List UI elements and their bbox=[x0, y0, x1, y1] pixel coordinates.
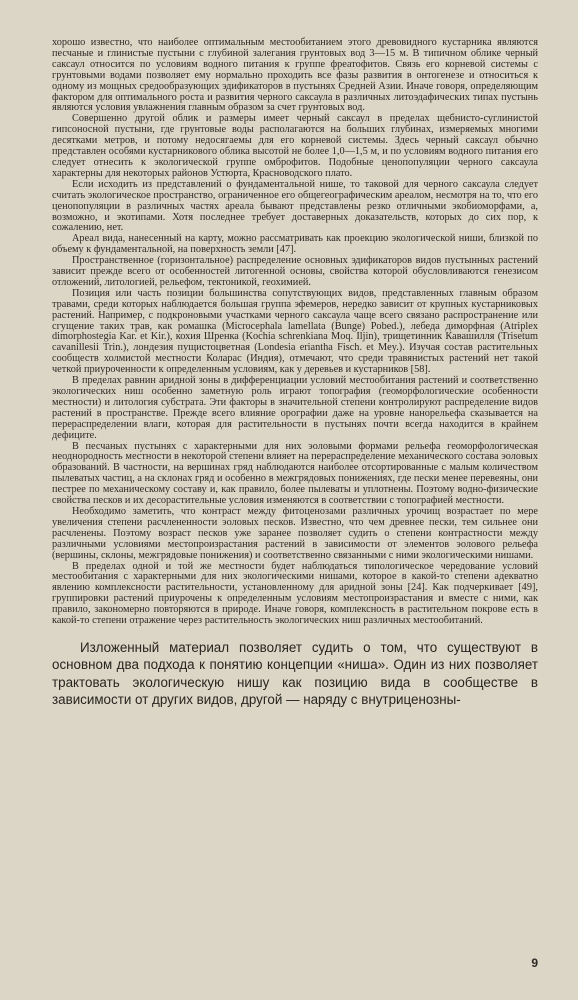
paragraph: Пространственное (горизонтальное) распределение основных эдификаторов видов пустынных растений зависит прежде всего от особенностей литогенной основы, свойства которой обусловливаются генезисом отложений, литологией, рельефом, тектоникой, геохимией. bbox=[52, 255, 538, 288]
paragraph: Если исходить из представлений о фундаментальной нише, то таковой для черного саксаула следует считать экологическое пространство, ограниченное его общегеографическим ареалом, несмотря на то, что его ценопопуляции в различных частях ареала бывают представлены резко отличными экобиоморфами, а, возможно, и экотипами. Хотя последнее требует доставерных доказательств, которых до сих пор, к сожалению, нет. bbox=[52, 178, 538, 234]
paragraph: Необходимо заметить, что контраст между фитоценозами различных урочищ возрастает по мере увеличения степени расчлененности эоловых песков. Известно, что чем древнее пески, тем сильнее они расчленены. Поэтому возраст песков уже заранее позволяет судить о степени контрастности между различными условиями местопроизрастания растений в зависимости от элементов эолового рельефа (вершины, склоны, межгрядовые понижения) и соответственно связанными с ними экологическими нишами. bbox=[52, 505, 538, 561]
paragraph: хорошо известно, что наиболее оптимальным местообитанием этого древовидного кустарника являются песчаные и глинистые пустыни с глубиной залегания грунтовых вод 3—15 м. В типичном облике черный саксаул относится по условиям водного питания к группе фреатофитов. Связь его корневой системы с грунтовыми водами позволяет ему нормально проходить все фазы развития в онтогенезе и относиться к одному из мощных средообразующих эдификаторов в пустынях Средней Азии. Иначе говоря, определяющим фактором для оптимального роста и развития черного саксаула в различных литоэдафических типах пустынь являются условия увлажнения главным образом за счет грунтовых вод. bbox=[52, 37, 538, 114]
conclusion-paragraph: Изложенный материал позволяет судить о том, что существуют в основном два подхода к понятию концепции «ниша». Один из них позволяет трактовать экологическую нишу как позицию вида в сообществе в зависимости от других видов, другой — наряду с внутриценозны- bbox=[52, 639, 538, 708]
paragraph: Ареал вида, нанесенный на карту, можно рассматривать как проекцию экологической ниши, близкой по объему к фундаментальной, на поверхность земли [47]. bbox=[52, 233, 538, 256]
paragraph: В пределах одной и той же местности будет наблюдаться типологическое чередование условий местообитания с характерными для них экологическими нишами, которое в какой-то степени адекватно явлению комплексности растительности, установленному для аридной зоны [24]. Как подчеркивает [49], группировки растений приурочены к определенным условиям местопроизрастания и вместе с ними, как правило, закономерно повторяются в природе. Иначе говоря, комплексность в растительном покрове есть в какой-то степени отражение через растительность экологических ниш различных местообитаний. bbox=[52, 560, 538, 627]
paragraph: Совершенно другой облик и размеры имеет черный саксаул в пределах щебнисто-суглинистой гипсоносной пустыни, где грунтовые воды располагаются на больших глубинах, измеряемых многими десятками метров, и потому недосягаемы для его корневой системы. Здесь черный саксаул обычно представлен особями кустарникового облика высотой не более 1,0—1,5 м, и по условиям водного питания его следует отнесить к экологической группе омброфитов. Подобные ценопопуляции черного саксаула характерны для некоторых районов Устюрта, Красноводского плато. bbox=[52, 113, 538, 179]
body-text bbox=[52, 38, 538, 627]
paragraph: В пределах равнин аридной зоны в дифференциации условий местообитания растений и соответственно экологических ниш особенно заметную роль играют топография (геоморфологические особенности местности) и литология субстрата. Эти факторы в значительной степени контролируют распределение видов растений в пространстве. Прежде всего влияние орографии даже на уровне нанорельефа сказывается на перераспределении влаги, которая для растительности в пустынях почти всегда находится в крайнем дефиците. bbox=[52, 375, 538, 441]
paragraph: Позиция или часть позиции большинства сопутствующих видов, представленных главным образом травами, среди которых наблюдается большая группа эфемеров, нередко зависит от крупных кустарниковых растений. Например, с подкроновыми участками черного саксаула чаще всего связано распространение или сгущение таких трав, как ромашка (Microcephala lamellata (Bunge) Pobed.), лебеда диморфная (Atriplex dimorphostegia Kar. et Kir.), кохия Шренка (Kochia schrenkiana Moq. Iljin), трищетинник Кавашилля (Trisetum cavanillesii Trin.), лондезия пущистоцветная (Londesia eriantha Fisch. et Mey.). Изучая состав растительных сообществ холмистой местности Коларас (Индия), отмечают, что среди травянистых растений нет такой четкой приуроченности к определенным условиям, как у деревьев и кустарников [58]. bbox=[52, 287, 538, 376]
paragraph: В песчаных пустынях с характерными для них эоловыми формами рельефа геоморфологическая неоднородность местности в некоторой степени влияет на перераспределение механического состава эоловых образований. В частности, на вершинах гряд наблюдаются наиболее отсортированные с малым количеством пылеватых частиц, а на склонах гряд и особенно в межгрядовых понижениях, где пески менее перевеяны, они пестрее по механическому составу и, как правило, более пылеваты и уплотнены. Поэтому водно-физические свойства песков и их десорастительные условия изменяются в соответствии с топографией местности. bbox=[52, 440, 538, 507]
page-number: 9 bbox=[531, 956, 538, 970]
